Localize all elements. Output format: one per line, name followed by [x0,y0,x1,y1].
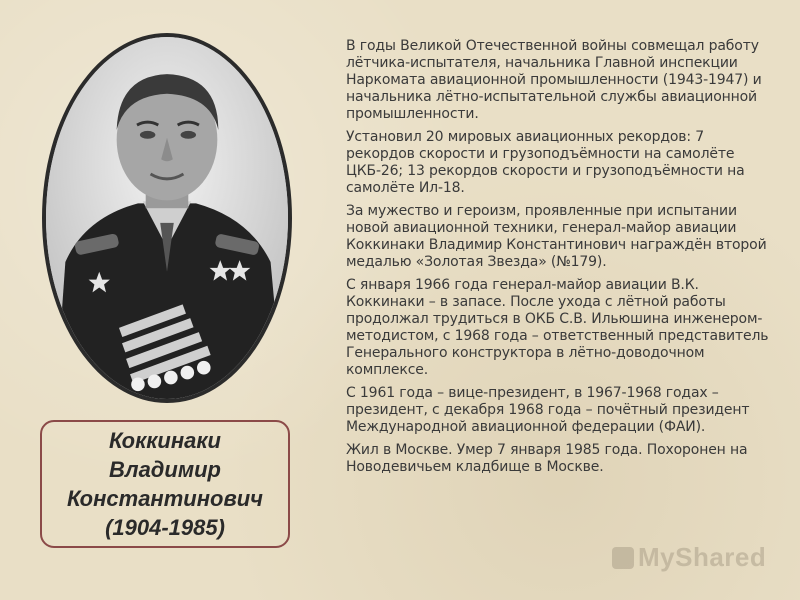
biography-text [346,38,771,482]
person-years: (1904-1985) [105,515,225,540]
watermark-text: MyShared [638,542,767,572]
bio-paragraph: В годы Великой Отечественной войны совмещал работу лётчика-испытателя, начальника Главной инспекции Наркомата авиационной промышленности (1943-1947) и начальника лётно-испытательной службы авиационной промышленности. [346,38,762,122]
portrait-illustration [46,37,288,399]
person-patronymic: Константинович [66,486,263,511]
bio-paragraph: Установил 20 мировых авиационных рекордов: 7 рекордов скорости и грузоподъёмности на самолёте ЦКБ-26; 13 рекордов скорости и грузоподъёмности на самолёте Ил-18. [346,129,745,196]
name-card [40,420,290,548]
bio-paragraph: С 1961 года – вице-президент, в 1967-1968 годах – президент, с декабря 1968 года – почётный президент Международной авиационной федерации (ФАИ). [346,385,750,435]
bio-paragraph: Жил в Москве. Умер 7 января 1985 года. Похоронен на Новодевичьем кладбище в Москве. [346,442,748,475]
watermark-logo-icon [612,547,634,569]
watermark [612,542,766,573]
person-first-name: Владимир [109,457,221,482]
bio-paragraph: За мужество и героизм, проявленные при испытании новой авиационной техники, генерал-майор авиации Коккинаки Владимир Константинович награждён второй медалью «Золотая Звезда» (№179). [346,203,767,270]
portrait-photo [42,33,292,403]
person-surname: Коккинаки [109,428,221,453]
bio-paragraph: С января 1966 года генерал-майор авиации В.К. Коккинаки – в запасе. После ухода с лётной работы продолжал трудиться в ОКБ С.В. Ильюшина инженером-методистом, с 1968 года – ответственный представитель Генерального конструктора в лётно-доводочном комплексе. [346,277,769,378]
